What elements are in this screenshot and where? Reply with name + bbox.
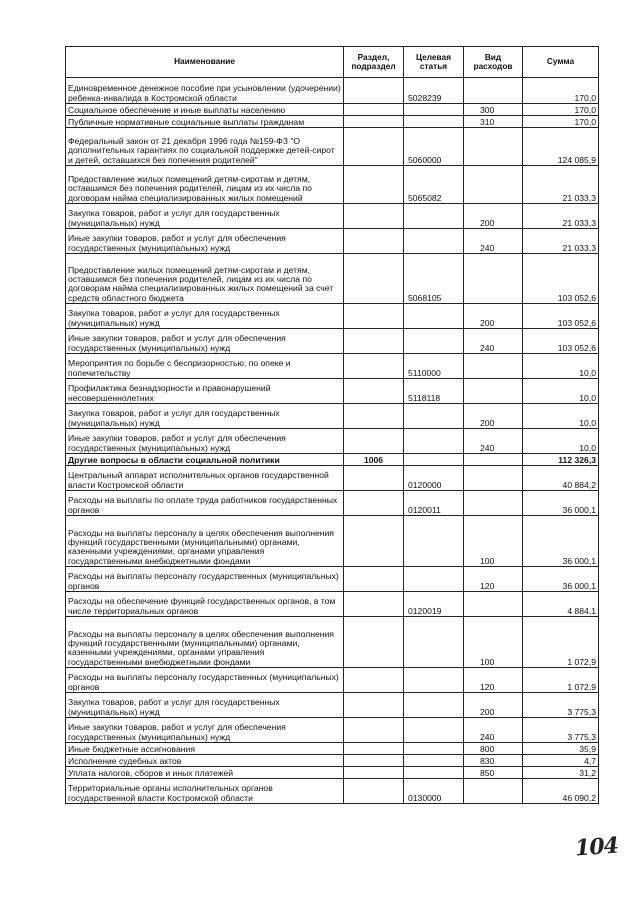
- cell-summa: 170,0: [523, 78, 599, 104]
- cell-razdel: [344, 429, 404, 454]
- cell-name: Исполнение судебных актов: [66, 755, 344, 767]
- cell-name: Единовременное денежное пособие при усыновлении (удочерении) ребенка-инвалида в Костромской области: [66, 78, 344, 104]
- cell-razdel: [344, 229, 404, 254]
- cell-statya: [404, 718, 464, 743]
- cell-name: Расходы на выплаты персоналу государственных (муниципальных) органов: [66, 668, 344, 693]
- cell-vid: 240: [464, 429, 523, 454]
- table-row: [66, 379, 599, 404]
- cell-statya: [404, 693, 464, 718]
- cell-summa: 40 884,2: [523, 466, 599, 491]
- cell-razdel: [344, 166, 404, 204]
- cell-summa: 3 775,3: [523, 693, 599, 718]
- cell-summa: 1 072,9: [523, 668, 599, 693]
- cell-razdel: [344, 304, 404, 329]
- table-row: [66, 354, 599, 379]
- cell-vid: [464, 166, 523, 204]
- table-row: [66, 668, 599, 693]
- cell-summa: 112 326,3: [523, 454, 599, 466]
- table-row: [66, 329, 599, 354]
- cell-razdel: [344, 516, 404, 567]
- cell-razdel: [344, 116, 404, 128]
- cell-vid: 200: [464, 204, 523, 229]
- cell-summa: 1 072,9: [523, 617, 599, 668]
- table-row: [66, 166, 599, 204]
- cell-name: Публичные нормативные социальные выплаты гражданам: [66, 116, 344, 128]
- table-row: [66, 755, 599, 767]
- cell-statya: [404, 304, 464, 329]
- table-body: [66, 78, 599, 804]
- cell-summa: 21 033,3: [523, 229, 599, 254]
- cell-razdel: 1006: [344, 454, 404, 466]
- table-row: [66, 429, 599, 454]
- cell-summa: 21 033,3: [523, 204, 599, 229]
- cell-name: Предоставление жилых помещений детям-сиротам и детям, оставшимся без попечения родителей, лицам из их числа по договорам найма специализированных жилых помещений за счет средств областного бюджета: [66, 254, 344, 304]
- cell-vid: [464, 379, 523, 404]
- cell-statya: 0120000: [404, 466, 464, 491]
- cell-vid: [464, 78, 523, 104]
- table-row: [66, 204, 599, 229]
- cell-name: Расходы на выплаты персоналу в целях обеспечения выполнения функций государственными (муниципальными) органами, казенными учреждениями, органами управления государственными внебюджетными фондами: [66, 617, 344, 668]
- table-row: [66, 254, 599, 304]
- cell-statya: [404, 104, 464, 116]
- cell-name: Расходы на выплаты по оплате труда работников государственных органов: [66, 491, 344, 516]
- cell-summa: 4 884,1: [523, 592, 599, 617]
- cell-vid: [464, 466, 523, 491]
- cell-summa: 10,0: [523, 354, 599, 379]
- cell-name: Расходы на выплаты персоналу государственных (муниципальных) органов: [66, 567, 344, 592]
- cell-statya: [404, 617, 464, 668]
- header-razdel: Раздел, подраздел: [344, 47, 404, 78]
- table-row: [66, 466, 599, 491]
- cell-summa: 103 052,6: [523, 304, 599, 329]
- cell-summa: 31,2: [523, 767, 599, 779]
- cell-summa: 35,9: [523, 743, 599, 755]
- cell-statya: [404, 755, 464, 767]
- cell-statya: [404, 767, 464, 779]
- cell-name: Центральный аппарат исполнительных органов государственной власти Костромской области: [66, 466, 344, 491]
- cell-statya: [404, 229, 464, 254]
- cell-razdel: [344, 254, 404, 304]
- cell-razdel: [344, 718, 404, 743]
- cell-razdel: [344, 743, 404, 755]
- cell-name: Мероприятия по борьбе с беспризорностью, по опеке и попечительству: [66, 354, 344, 379]
- cell-statya: 5118118: [404, 379, 464, 404]
- cell-vid: [464, 779, 523, 804]
- cell-summa: 4,7: [523, 755, 599, 767]
- table-header-row: [66, 47, 599, 78]
- cell-vid: 100: [464, 516, 523, 567]
- cell-statya: [404, 404, 464, 429]
- table-row: [66, 592, 599, 617]
- cell-vid: 310: [464, 116, 523, 128]
- table-row: [66, 617, 599, 668]
- cell-name: Другие вопросы в области социальной политики: [66, 454, 344, 466]
- cell-statya: [404, 743, 464, 755]
- cell-statya: 5060000: [404, 128, 464, 166]
- cell-vid: 240: [464, 718, 523, 743]
- table-row: [66, 767, 599, 779]
- cell-name: Закупка товаров, работ и услуг для государственных (муниципальных) нужд: [66, 204, 344, 229]
- cell-summa: 3 775,3: [523, 718, 599, 743]
- cell-razdel: [344, 567, 404, 592]
- cell-razdel: [344, 668, 404, 693]
- cell-razdel: [344, 755, 404, 767]
- table-row: [66, 128, 599, 166]
- cell-razdel: [344, 354, 404, 379]
- cell-razdel: [344, 78, 404, 104]
- table-row: [66, 404, 599, 429]
- cell-summa: 124 085,9: [523, 128, 599, 166]
- cell-razdel: [344, 767, 404, 779]
- cell-razdel: [344, 404, 404, 429]
- cell-name: Иные закупки товаров, работ и услуг для обеспечения государственных (муниципальных) нужд: [66, 429, 344, 454]
- cell-statya: [404, 454, 464, 466]
- cell-vid: 240: [464, 329, 523, 354]
- cell-summa: 46 090,2: [523, 779, 599, 804]
- table-row: [66, 567, 599, 592]
- cell-statya: [404, 429, 464, 454]
- cell-vid: 300: [464, 104, 523, 116]
- cell-summa: 10,0: [523, 404, 599, 429]
- table-row: [66, 743, 599, 755]
- cell-summa: 103 052,6: [523, 254, 599, 304]
- cell-vid: [464, 454, 523, 466]
- cell-name: Закупка товаров, работ и услуг для государственных (муниципальных) нужд: [66, 693, 344, 718]
- table-row: [66, 718, 599, 743]
- cell-name: Иные бюджетные ассигнования: [66, 743, 344, 755]
- table-row: [66, 104, 599, 116]
- cell-vid: 200: [464, 404, 523, 429]
- cell-statya: 5028239: [404, 78, 464, 104]
- table-row: [66, 779, 599, 804]
- cell-razdel: [344, 466, 404, 491]
- cell-statya: 0130000: [404, 779, 464, 804]
- cell-razdel: [344, 329, 404, 354]
- cell-vid: 800: [464, 743, 523, 755]
- table-row: [66, 491, 599, 516]
- cell-statya: 0120019: [404, 592, 464, 617]
- cell-name: Иные закупки товаров, работ и услуг для обеспечения государственных (муниципальных) нужд: [66, 229, 344, 254]
- cell-statya: 5110000: [404, 354, 464, 379]
- cell-razdel: [344, 128, 404, 166]
- cell-name: Закупка товаров, работ и услуг для государственных (муниципальных) нужд: [66, 304, 344, 329]
- cell-summa: 36 000,1: [523, 491, 599, 516]
- cell-vid: 200: [464, 693, 523, 718]
- cell-vid: [464, 592, 523, 617]
- cell-statya: [404, 116, 464, 128]
- page-number: 104: [574, 832, 619, 862]
- cell-summa: 170,0: [523, 116, 599, 128]
- cell-name: Федеральный закон от 21 декабря 1996 года №159-ФЗ "О дополнительных гарантиях по социальной поддержке детей-сирот и детей, оставшихся без попечения родителей": [66, 128, 344, 166]
- cell-statya: [404, 516, 464, 567]
- cell-vid: 240: [464, 229, 523, 254]
- cell-vid: 100: [464, 617, 523, 668]
- cell-statya: [404, 329, 464, 354]
- cell-summa: 36 000,1: [523, 516, 599, 567]
- cell-statya: [404, 668, 464, 693]
- cell-razdel: [344, 693, 404, 718]
- cell-statya: 5068105: [404, 254, 464, 304]
- cell-name: Закупка товаров, работ и услуг для государственных (муниципальных) нужд: [66, 404, 344, 429]
- header-statya: Целевая статья: [404, 47, 464, 78]
- cell-summa: 170,0: [523, 104, 599, 116]
- header-vid: Вид расходов: [464, 47, 523, 78]
- table-row: [66, 229, 599, 254]
- cell-summa: 10,0: [523, 429, 599, 454]
- cell-razdel: [344, 204, 404, 229]
- cell-razdel: [344, 379, 404, 404]
- cell-vid: 120: [464, 668, 523, 693]
- cell-razdel: [344, 779, 404, 804]
- cell-vid: [464, 254, 523, 304]
- header-summa: Сумма: [523, 47, 599, 78]
- cell-name: Социальное обеспечение и иные выплаты населению: [66, 104, 344, 116]
- cell-summa: 103 052,6: [523, 329, 599, 354]
- cell-vid: 850: [464, 767, 523, 779]
- cell-name: Уплата налогов, сборов и иных платежей: [66, 767, 344, 779]
- cell-statya: [404, 204, 464, 229]
- cell-statya: 0120011: [404, 491, 464, 516]
- cell-name: Профилактика безнадзорности и правонарушений несовершеннолетних: [66, 379, 344, 404]
- table-row: [66, 304, 599, 329]
- cell-vid: [464, 128, 523, 166]
- cell-razdel: [344, 592, 404, 617]
- cell-vid: [464, 354, 523, 379]
- cell-vid: 830: [464, 755, 523, 767]
- cell-name: Территориальные органы исполнительных органов государственной власти Костромской области: [66, 779, 344, 804]
- cell-summa: 21 033,3: [523, 166, 599, 204]
- budget-table: [65, 46, 599, 804]
- cell-name: Расходы на выплаты персоналу в целях обеспечения выполнения функций государственными (муниципальными) органами, казенными учреждениями, органами управления государственными внебюджетными фондами: [66, 516, 344, 567]
- table-row: [66, 693, 599, 718]
- cell-vid: [464, 491, 523, 516]
- cell-name: Иные закупки товаров, работ и услуг для обеспечения государственных (муниципальных) нужд: [66, 329, 344, 354]
- cell-razdel: [344, 491, 404, 516]
- cell-razdel: [344, 617, 404, 668]
- cell-summa: 36 000,1: [523, 567, 599, 592]
- header-name: Наименование: [66, 47, 344, 78]
- cell-name: Расходы на обеспечение функций государственных органов, в том числе территориальных органов: [66, 592, 344, 617]
- cell-vid: 200: [464, 304, 523, 329]
- cell-summa: 10,0: [523, 379, 599, 404]
- cell-vid: 120: [464, 567, 523, 592]
- cell-statya: 5065082: [404, 166, 464, 204]
- cell-statya: [404, 567, 464, 592]
- table-row: [66, 78, 599, 104]
- cell-razdel: [344, 104, 404, 116]
- table-row: [66, 116, 599, 128]
- table-row: [66, 516, 599, 567]
- cell-name: Предоставление жилых помещений детям-сиротам и детям, оставшимся без попечения родителей, лицам из их числа по договорам найма специализированных жилых помещений: [66, 166, 344, 204]
- cell-name: Иные закупки товаров, работ и услуг для обеспечения государственных (муниципальных) нужд: [66, 718, 344, 743]
- table-row: [66, 454, 599, 466]
